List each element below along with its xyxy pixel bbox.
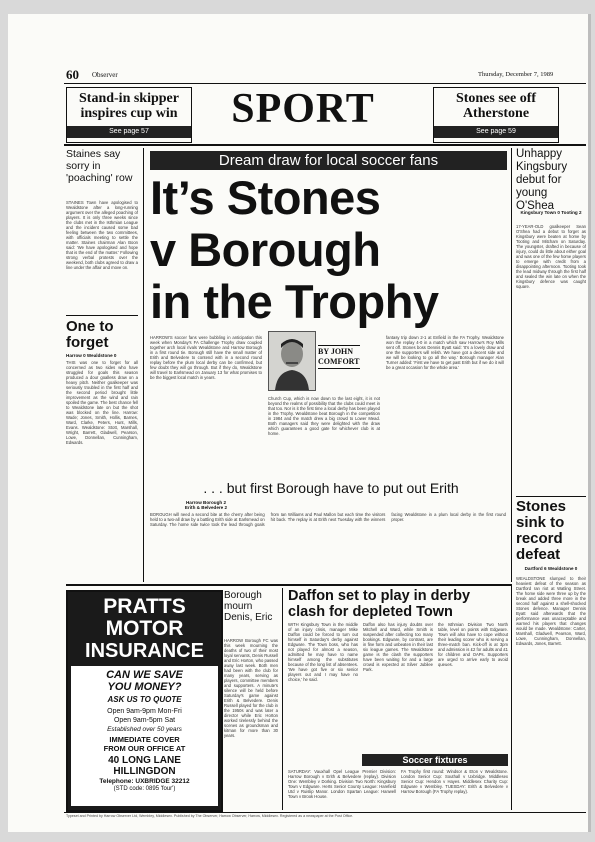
ad-cover-1: IMMEDIATE COVER <box>109 735 180 744</box>
kingsbury-headline: Unhappy Kingsbury debut for young O'Shea <box>516 148 568 212</box>
left-col-rule <box>143 148 144 582</box>
erith-subheadline: . . . but first Borough have to put out Erith <box>203 480 459 496</box>
reporter-portrait-icon <box>269 332 315 390</box>
ad-line-1: PRATTS <box>103 595 186 618</box>
right-col-rule <box>511 148 512 582</box>
paper-name: Observer <box>92 71 118 79</box>
main-body-col1: HARROW'S soccer fans were bubbling in anticipation this week when Monday's FA Challenge Trophy draw coupled together arch local rivals Wealdstone and Harrow Borough in a first round tie. Borough still have the small matter of Erith and Belvedere to contend with in a second round replay before the plum local derby can be confirmed, but few doubt they will go through. But if they do, Wealdstone will travel to Earlsmead on January 13 for what promises to be the biggest local match in years. <box>150 335 262 380</box>
ad-established: Established over 50 years <box>107 726 182 733</box>
teaser-left-see: See page 57 <box>67 126 191 138</box>
headline-line-1: It’s Stones <box>150 171 381 224</box>
teaser-right-line2: Atherstone <box>462 106 530 121</box>
stones-sink-score: Dartford 6 Wealdstone 0 <box>524 566 578 571</box>
teaser-left-line2: inspires cup win <box>80 106 178 121</box>
ad-slogan-2: YOU MONEY? <box>107 681 182 693</box>
pratts-advert[interactable] <box>66 590 223 812</box>
footer-rule <box>64 812 586 813</box>
ad-hours-saturday: Open 9am-5pm Sat <box>113 717 176 724</box>
teaser-right-line1: Stones see off <box>455 91 537 106</box>
teaser-left[interactable] <box>66 87 192 143</box>
daffon-headline: Daffon set to play in derby clash for depleted Town <box>288 588 471 620</box>
main-headline <box>150 172 510 328</box>
ad-inner-panel <box>71 666 218 806</box>
teaser-left-line1: Stand-in skipper <box>79 91 179 106</box>
imprint-footer: Typeset and Printed by Harrow Observer Ltd, Wembley, Middlesex. Published by The Observer, Harrow Observer, Harrow, Middlesex. Registered as a newspaper at the Post Office. <box>66 814 354 818</box>
kingsbury-score: Kingsbury Town 0 Tooting 2 <box>520 210 582 215</box>
erith-result <box>150 500 262 510</box>
issue-date: Thursday, December 7, 1989 <box>478 71 554 78</box>
ad-line-3: INSURANCE <box>85 640 204 662</box>
section-title: SPORT <box>231 86 375 132</box>
right-col-divider <box>516 496 586 497</box>
main-body-col2: Church Cup, which is now down to the last eight, it is not beyond the realms of possibility that the clubs could meet in that too. Nor is it the first time a local derby has been played in the Trophy. Wealdstone beat Borough in the competition in 1984 and the match drew a big crowd to Lower Mead. Both managers said they were delighted with the draw which guarantees a good gate for whichever club is at home. <box>268 396 380 436</box>
ad-std-code: (STD code: 0895 'four') <box>113 786 176 792</box>
erith-body: BOROUGH will need a second bite at the cherry after being held to a two-all draw by a battling Erith side at Earlsmead on Saturday. The home side twice took the lead through goals from Ian Williams and Paul Mallon but each time the visitors hit back. The replay is at Erith next Tuesday with the winners facing Wealdstone in a plum local derby in the first round proper. <box>150 512 506 527</box>
ad-address-street: 40 LONG LANE <box>108 755 181 766</box>
mourn-headline: Borough mourn Denis, Eric <box>224 590 273 623</box>
teaser-right-see: See page 59 <box>434 126 558 138</box>
result-home: Harrow Borough 2 <box>185 500 227 505</box>
newspaper-page <box>8 14 591 832</box>
fixtures-col2: FA Trophy first round: Windsor & Eton v Wealdstone. London Senior Cup: Southall v Uxbridge. Middlesex Senior Cup: Hendon v Hayes. Middlesex Charity Cup: Edgware v Wembley. TUESDAY: Erith & Belvedere v Harrow Borough (FA Trophy replay). <box>401 769 508 794</box>
one-to-forget-body: THIS was one to forget for all concerned as two sides who have struggled for goals this season produced a dour goalless draw on a heavy pitch. Neither goalkeeper was seriously troubled in the first half and the second period brought little improvement as the wind and rain spoiled the game. The best chance fell to Wealdstone late on but the shot was blocked on the line. Harrow: Wade; Jones, Smith, Hollis, Barnes, Ward, Clarke, Peters, Hunt, Mills, Evans. Wealdstone: Stott, Marshall, Wright, Barrett, Gladwell, Pearson, Lowe, Donnellan, Cunningham, Edwards. <box>66 360 138 445</box>
byline-photo <box>268 331 316 391</box>
lower-section-rule <box>66 584 511 586</box>
ad-quote: ASK US TO QUOTE <box>107 695 182 704</box>
result-away: Erith & Belvedere 2 <box>184 505 228 510</box>
teaser-right[interactable] <box>433 87 559 143</box>
ad-telephone[interactable]: Telephone: UXBRIDGE 32212 <box>99 778 190 785</box>
lower-right-rule <box>511 584 512 810</box>
main-banner: Dream draw for local soccer fans <box>150 151 507 170</box>
mourn-rule <box>282 588 283 810</box>
headline-line-3: in the Trophy <box>150 275 439 328</box>
page-number: 60 <box>66 67 79 82</box>
folio-rule <box>64 83 586 84</box>
ad-cover-2: FROM OUR OFFICE AT <box>103 744 186 753</box>
daffon-body-col1: WITH Kingsbury Town in the middle of an injury crisis, manager Mike Daffon could be forced to turn out himself in Saturday's derby against Edgware. The Town boss, who has not played for almost a season, admitted he may have to name himself among the substitutes because of the long list of absentees. 'We have got five or six senior players out and I may have no choice,' he said. <box>288 622 358 682</box>
one-to-forget-score: Harrow 0 Wealdstone 0 <box>66 353 117 358</box>
stones-sink-headline: Stones sink to record defeat <box>516 498 567 563</box>
staines-body: STAINES Town have apologised to Wealdstone after a long-running argument over the alleged poaching of players. It is only three weeks since the clubs met in the Isthmian League and the incident caused some bad feeling between the two committees, with officials meeting to settle the matter. Staines chairman Alan Boon said: 'We have apologised and hope that is the end of the matter.' Following strong verbal protests over the weekend, both clubs agreed to draw a line under the affair and move on. <box>66 200 138 270</box>
masthead-rule <box>64 144 586 146</box>
ad-slogan-1: CAN WE SAVE <box>106 669 183 681</box>
left-col-divider <box>66 315 138 316</box>
stones-sink-body: WEALDSTONE slumped to their heaviest defeat of the season as Dartford ran riot at Watling Street. The home side were three up by the break and added three more in the second half against a shell-shocked Stones defence. Manager Dennis Byatt said afterwards that the performance was unacceptable and warned his players that changes would be made. Wealdstone: Carter, Marshall, Gladwell, Pearson, Ward, Lowe, Cunningham, Donnellan, Edwards, Jones, Barrett. <box>516 576 586 646</box>
fixtures-title: Soccer fixtures <box>362 754 508 766</box>
one-to-forget-headline: One to forget <box>66 318 114 351</box>
byline: BY JOHN COMFORT <box>318 345 360 369</box>
ad-address-town: HILLINGDON <box>113 766 176 777</box>
ad-hours-weekday: Open 9am-9pm Mon-Fri <box>107 708 182 715</box>
main-body-col3: fantasy trip down 2-1 at Enfield in the FA Trophy. Wealdstone won the replay 4-0 in a match which saw Harrow's Roy Mills sent off. Stones boss Dennis Byatt said: 'It's a lovely draw and one the supporters will relish. We have got a decent side and we will be looking to go all the way.' Borough manager Alan Turner added: 'First we have to get past Erith but if we do it will be a great occasion for the whole area.' <box>386 335 504 370</box>
mourn-body: HARROW Borough FC was this week mourning the deaths of two of their most loyal servants, Denis Russell and Eric Horton, who passed away last week. Both men had been with the club for many years, serving as players, committee members and supporters. A minute's silence will be held before Saturday's game against Erith & Belvedere. Denis Russell played for the club in the 1950s and was later a director while Eric Horton worked tirelessly behind the scenes as groundsman and kitman for more than 30 years. <box>224 638 278 738</box>
fixtures-col1: SATURDAY: Vauxhall Opel League Premier Division: Harrow Borough v Erith & Belvedere (replay). Division One: Wembley v Dorking. Division Two North: Kingsbury Town v Edgware. Herts Senior County League: Harefield Utd v Ruislip Manor. London Spartan League: Hanwell Town v Brook House. <box>288 769 396 799</box>
daffon-body-col3: the Isthmian Division Two North table, level on points with Edgware. Town will also have to cope without their leading scorer who is serving a three-match ban. Kick-off is at 3pm and admission is £2 for adults and £1 for children and OAPs. Supporters are urged to arrive early to avoid queues. <box>438 622 508 667</box>
staines-headline: Staines say sorry in 'poaching' row <box>66 148 133 184</box>
daffon-body-col2: Daffon also has injury doubts over Mitchell and Ward, while Smith is suspended after collecting too many bookings. Edgware, by contrast, are in fine form and unbeaten in their last six league games. The Wealdstone game is the clash the supporters have been waiting for and a large crowd is expected at Silver Jubilee Park. <box>363 622 433 672</box>
ad-line-2: MOTOR <box>105 617 184 640</box>
headline-line-2: v Borough <box>150 223 381 276</box>
kingsbury-body: 17-YEAR-OLD goalkeeper Sean O'Shea had a debut to forget as Kingsbury were beaten at home by Tooting and Mitcham on Saturday. The youngster, drafted in because of injury, could do little about either goal and was one of the few home players to emerge with credit from a disappointing afternoon. Tooting took the lead midway through the first half and sealed the win late on when the Kingsbury defence was caught square. <box>516 224 586 289</box>
